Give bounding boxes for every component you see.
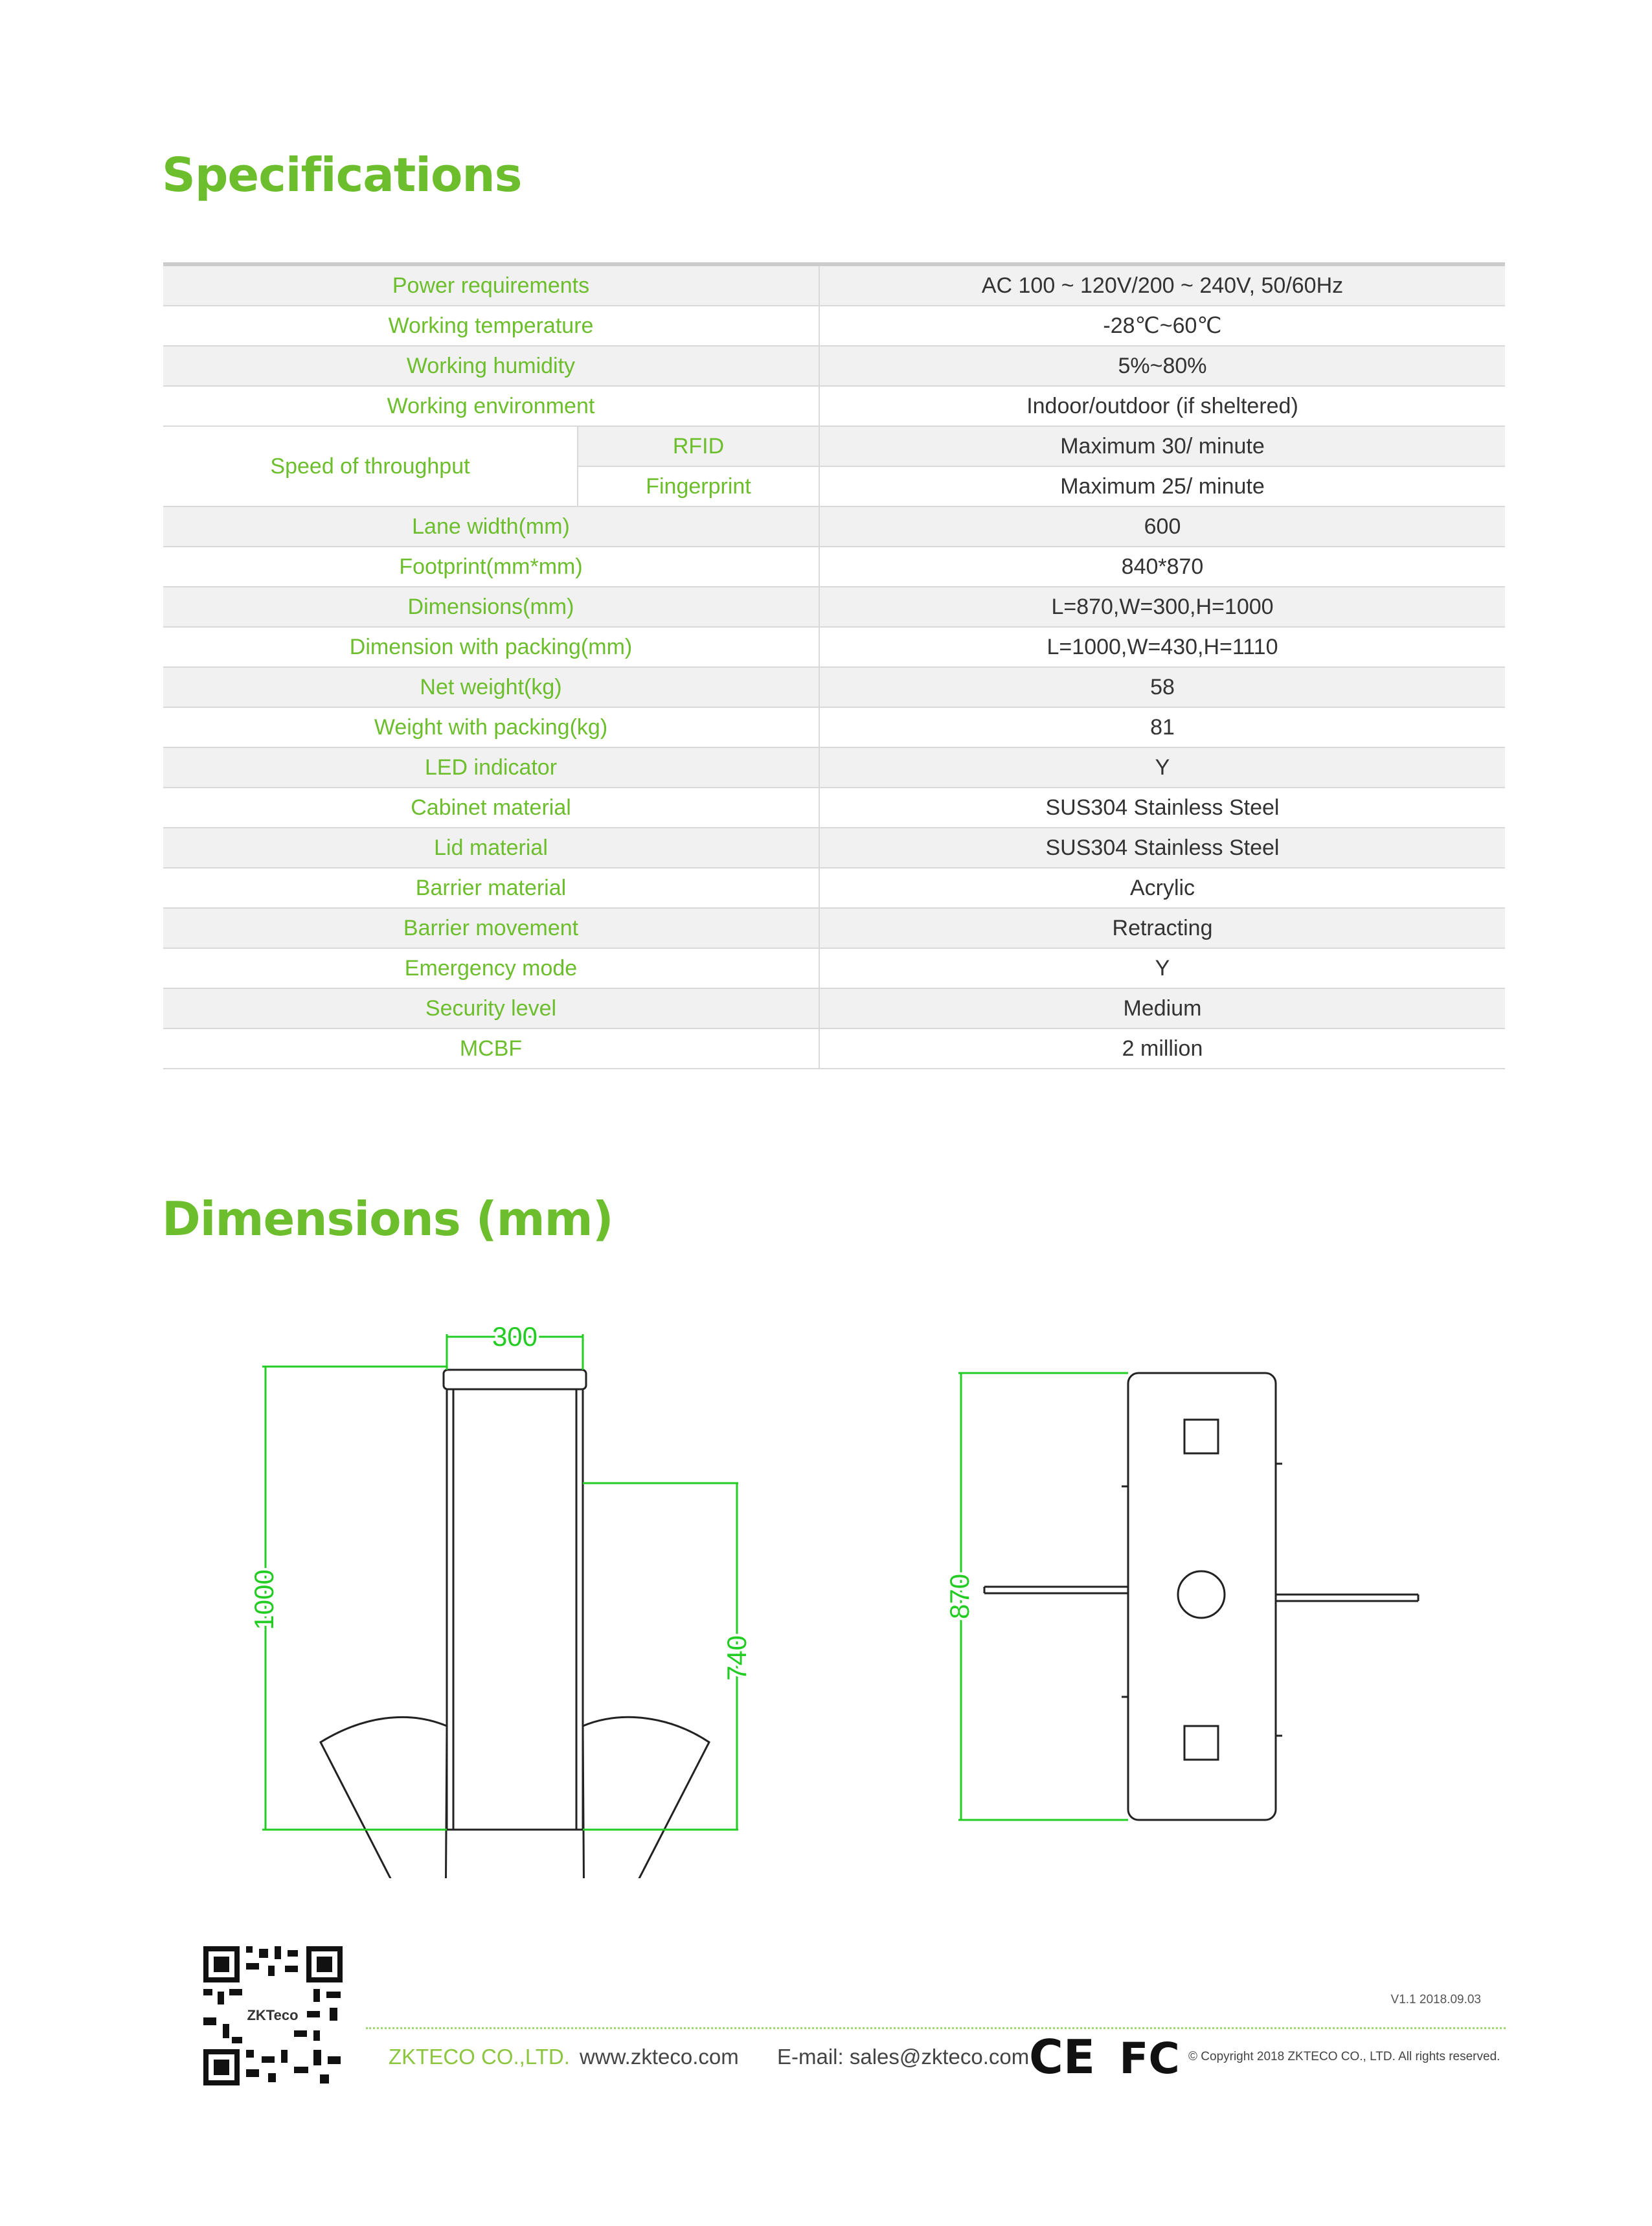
- spec-label: LED indicator: [163, 747, 819, 788]
- front-view-drawing: [321, 1370, 709, 1878]
- spec-row: [163, 988, 1505, 1028]
- throughput-label: Speed of throughput: [163, 426, 578, 506]
- cabinet-lid: [444, 1370, 586, 1389]
- left-wing: [321, 1717, 447, 1878]
- spec-value: 2 million: [819, 1028, 1505, 1069]
- email-link[interactable]: E-mail: sales@zkteco.com: [777, 2045, 1030, 2069]
- spec-row: [163, 587, 1505, 627]
- spec-value: Y: [819, 948, 1505, 988]
- spec-value: AC 100 ~ 120V/200 ~ 240V, 50/60Hz: [819, 264, 1505, 306]
- fcc-mark-icon: [1114, 2030, 1185, 2082]
- dimension-drawings: [0, 1295, 1652, 1878]
- spec-value: 5%~80%: [819, 346, 1505, 386]
- qr-code-icon: [203, 1946, 343, 2085]
- spec-row: [163, 667, 1505, 707]
- spec-label: Working humidity: [163, 346, 819, 386]
- rfid-value: Maximum 30/ minute: [819, 426, 1505, 466]
- ce-mark-text: CE: [1028, 2030, 1096, 2082]
- right-wing: [583, 1717, 709, 1878]
- spec-row: [163, 346, 1505, 386]
- spec-row: [163, 627, 1505, 667]
- spec-label: MCBF: [163, 1028, 819, 1069]
- spec-value: SUS304 Stainless Steel: [819, 828, 1505, 868]
- spec-row: [163, 386, 1505, 426]
- spec-label: Power requirements: [163, 264, 819, 306]
- spec-label: Dimensions(mm): [163, 587, 819, 627]
- spec-row: [163, 948, 1505, 988]
- cabinet-body: [447, 1370, 583, 1830]
- spec-label: Cabinet material: [163, 788, 819, 828]
- specifications-heading: Specifications: [162, 148, 522, 202]
- fingerprint-label: Fingerprint: [578, 466, 819, 506]
- spec-label: Lid material: [163, 828, 819, 868]
- ce-mark-icon: [1026, 2030, 1098, 2082]
- spec-label: Net weight(kg): [163, 667, 819, 707]
- spec-row: [163, 707, 1505, 747]
- qr-logo-text: ZKTeco: [247, 2007, 299, 2023]
- spec-label: Barrier movement: [163, 908, 819, 948]
- spec-value: L=870,W=300,H=1000: [819, 587, 1505, 627]
- top-view-dimension-lines: [958, 1373, 1128, 1820]
- spec-value: 600: [819, 506, 1505, 547]
- spec-value: Medium: [819, 988, 1505, 1028]
- company-name: ZKTECO CO.,LTD.: [389, 2045, 570, 2069]
- spec-row-rfid: [163, 426, 1505, 466]
- website-link[interactable]: www.zkteco.com: [580, 2045, 739, 2069]
- spec-row: [163, 506, 1505, 547]
- spec-value: 840*870: [819, 547, 1505, 587]
- spec-label: Working environment: [163, 386, 819, 426]
- footer-divider: [366, 2027, 1506, 2029]
- spec-row: [163, 747, 1505, 788]
- spec-row: [163, 547, 1505, 587]
- spec-value: 58: [819, 667, 1505, 707]
- spec-row: [163, 306, 1505, 346]
- version-text: V1.1 2018.09.03: [1390, 1993, 1481, 2006]
- spec-row: [163, 868, 1505, 908]
- fingerprint-value: Maximum 25/ minute: [819, 466, 1505, 506]
- spec-value: -28℃~60℃: [819, 306, 1505, 346]
- spec-label: Barrier material: [163, 868, 819, 908]
- spec-row: [163, 264, 1505, 306]
- wing-height-label: 740: [721, 1635, 752, 1681]
- front-width-label: 300: [492, 1321, 538, 1352]
- spec-row: [163, 908, 1505, 948]
- spec-label: Weight with packing(kg): [163, 707, 819, 747]
- spec-value: Acrylic: [819, 868, 1505, 908]
- top-view-drawing: [984, 1373, 1418, 1820]
- copyright-text: © Copyright 2018 ZKTECO CO., LTD. All rights reserved.: [1188, 2050, 1500, 2063]
- spec-value: SUS304 Stainless Steel: [819, 788, 1505, 828]
- spec-value: Indoor/outdoor (if sheltered): [819, 386, 1505, 426]
- top-view-cabinet: [1128, 1373, 1276, 1820]
- spec-value: Y: [819, 747, 1505, 788]
- spec-value: Retracting: [819, 908, 1505, 948]
- fcc-mark-text: FC: [1119, 2034, 1180, 2082]
- spec-label: Footprint(mm*mm): [163, 547, 819, 587]
- spec-label: Security level: [163, 988, 819, 1028]
- spec-label: Emergency mode: [163, 948, 819, 988]
- spec-label: Dimension with packing(mm): [163, 627, 819, 667]
- dimensions-heading: Dimensions (mm): [162, 1192, 613, 1246]
- spec-row: [163, 788, 1505, 828]
- front-height-label: 1000: [249, 1569, 279, 1630]
- specifications-table: [163, 262, 1505, 1069]
- spec-row: [163, 1028, 1505, 1069]
- spec-label: Working temperature: [163, 306, 819, 346]
- spec-row: [163, 828, 1505, 868]
- top-length-label: 870: [944, 1573, 975, 1620]
- spec-value: 81: [819, 707, 1505, 747]
- rfid-label: RFID: [578, 426, 819, 466]
- spec-label: Lane width(mm): [163, 506, 819, 547]
- spec-value: L=1000,W=430,H=1110: [819, 627, 1505, 667]
